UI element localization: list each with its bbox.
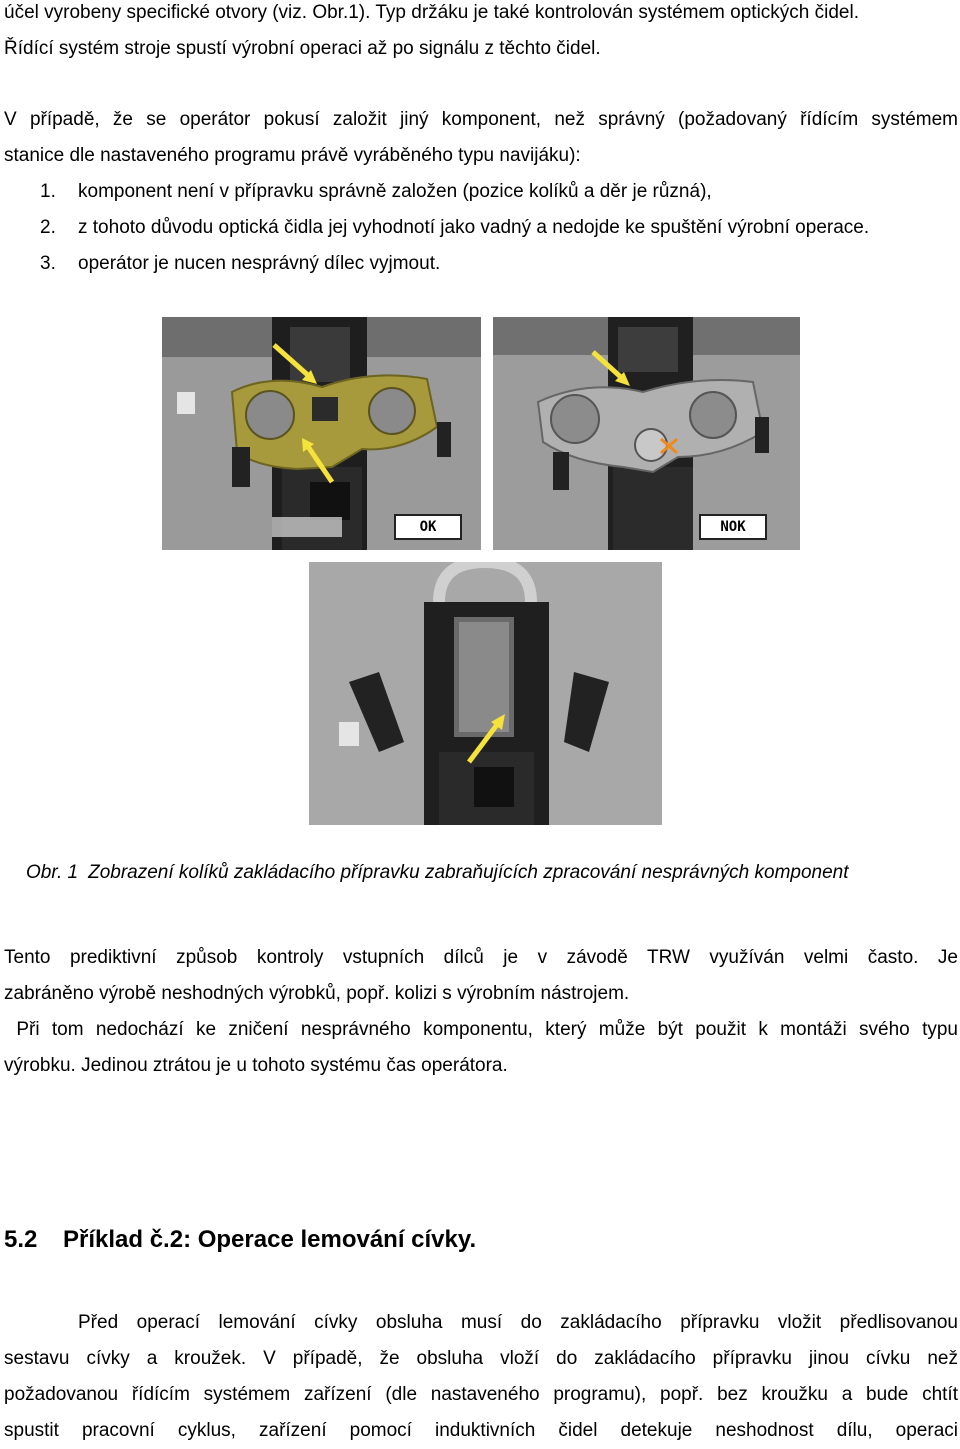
intro-line-1: účel vyrobeny specifické otvory (viz. Obr.1). Typ držáku je také kontrolován systémem optických čidel. [4,2,859,23]
section-title: Příklad č.2: Operace lemování cívky. [63,1226,477,1253]
section-para-line-3: požadovanou řídícím systémem zařízení (dle nastaveného programu), popř. bez kroužku a bude chtít [4,1384,958,1405]
list-number: 3. [40,253,56,274]
section-para-line-1: Před operací lemování cívky obsluha musí do zakládacího přípravku vložit předlisovanou [78,1312,958,1333]
photo-fixture-nok [493,317,800,550]
list-item [40,210,958,246]
list-text: operátor je nucen nesprávný dílec vyjmout. [78,253,441,274]
predictive-para-line-3: Při tom nedochází ke zničení nesprávného komponentu, který může být použit k montáži svého typu [4,1019,958,1040]
predictive-para-line-1: Tento prediktivní způsob kontroly vstupních dílců je v závodě TRW využíván velmi často. Je [4,947,958,968]
list-number: 1. [40,181,56,202]
caption-label: Obr. 1 [26,862,79,883]
section-heading [4,1222,476,1258]
section-number: 5.2 [4,1226,38,1253]
condition-list [40,174,958,282]
list-item [40,174,958,210]
predictive-para-line-4: výrobku. Jedinou ztrátou je u tohoto systému čas operátora. [4,1055,508,1076]
list-text: komponent není v přípravku správně založen (pozice kolíků a děr je různá), [78,181,712,202]
intro-line-2: Řídící systém stroje spustí výrobní operaci až po signálu z těchto čidel. [4,38,601,59]
list-item [40,246,958,282]
caption-text: Zobrazení kolíků zakládacího přípravku zabraňujících zpracování nesprávných komponent [88,862,849,883]
list-text: z tohoto důvodu optická čidla jej vyhodnotí jako vadný a nedojde ke spuštění výrobní operace. [78,217,870,238]
badge-nok: NOK [699,514,767,540]
figure-caption [26,858,849,888]
photo-fixture-ok [162,317,481,550]
list-number: 2. [40,217,56,238]
photo-fixture-empty [309,562,662,825]
case-para-line-2: stanice dle nastaveného programu právě vyráběného typu navijáku): [4,145,581,166]
section-para-line-2: sestavu cívky a kroužek. V případě, že obsluha vloží do zakládacího přípravku jinou cívku než [4,1348,958,1369]
section-para-line-4: spustit pracovní cyklus, zařízení pomocí induktivních čidel detekuje neshodnost dílu, operaci [4,1420,958,1441]
badge-ok: OK [394,514,462,540]
predictive-para-line-2: zabráněno výrobě neshodných výrobků, popř. kolizi s výrobním nástrojem. [4,983,630,1004]
case-para-line-1: V případě, že se operátor pokusí založit jiný komponent, než správný (požadovaný řídícím systémem [4,109,958,130]
